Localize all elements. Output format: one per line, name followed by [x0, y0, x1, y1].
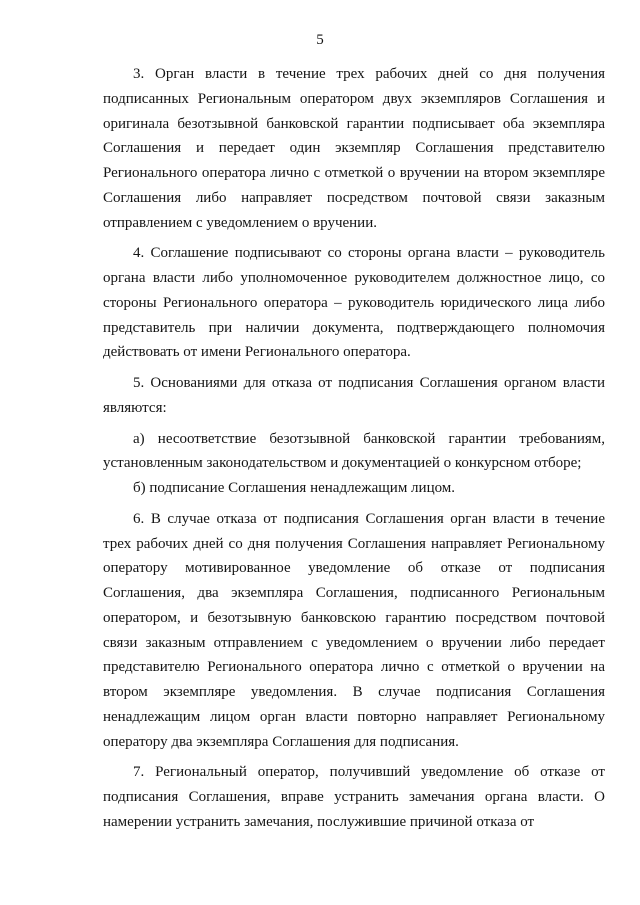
document-body [103, 62, 605, 841]
paragraph-3: 3. Орган власти в течение трех рабочих дней со дня получения подписанных Региональным оператором двух экземпляров Соглашения и оригинала безотзывной банковской гарантии подписывает оба экземпляра Соглашения и передает один экземпляр Соглашения представителю Регионального оператора лично с отметкой о вручении на втором экземпляре Соглашения либо направляет посредством почтовой связи заказным отправлением с уведомлением о вручении. [103, 66, 605, 231]
paragraph-4: 4. Соглашение подписывают со стороны органа власти – руководитель органа власти либо уполномоченное руководителем должностное лицо, со стороны Регионального оператора – руководитель юридического лица либо представитель при наличии документа, подтверждающего полномочия действовать от имени Регионального оператора. [103, 245, 605, 361]
paragraph-5b: б) подписание Соглашения ненадлежащим лицом. [133, 480, 456, 496]
paragraph-7: 7. Региональный оператор, получивший уведомление об отказе от подписания Соглашения, вправе устранить замечания органа власти. О намерении устранить замечания, послужившие причиной отказа от [103, 764, 605, 830]
paragraph-5: 5. Основаниями для отказа от подписания Соглашения органом власти являются: [103, 375, 605, 416]
paragraph-5a: а) несоответствие безотзывной банковской гарантии требованиям, установленным законодательством и документацией о конкурсном отборе; [103, 430, 605, 472]
page-number: 5 [316, 32, 324, 48]
paragraph-6: 6. В случае отказа от подписания Соглашения орган власти в течение трех рабочих дней со дня получения Соглашения направляет Региональному оператору мотивированное уведомление об отказе от подписания Соглашения, два экземпляра Соглашения, подписанного Региональным оператором, и безотзывную банковскою гарантию посредством почтовой связи заказным отправлением с уведомлением о вручении либо передает представителю Регионального оператора лично с отметкой о вручении на втором экземпляре уведомления. В случае подписания Соглашения ненадлежащим лицом орган власти повторно направляет Региональному оператору два экземпляра Соглашения для подписания. [103, 510, 605, 750]
